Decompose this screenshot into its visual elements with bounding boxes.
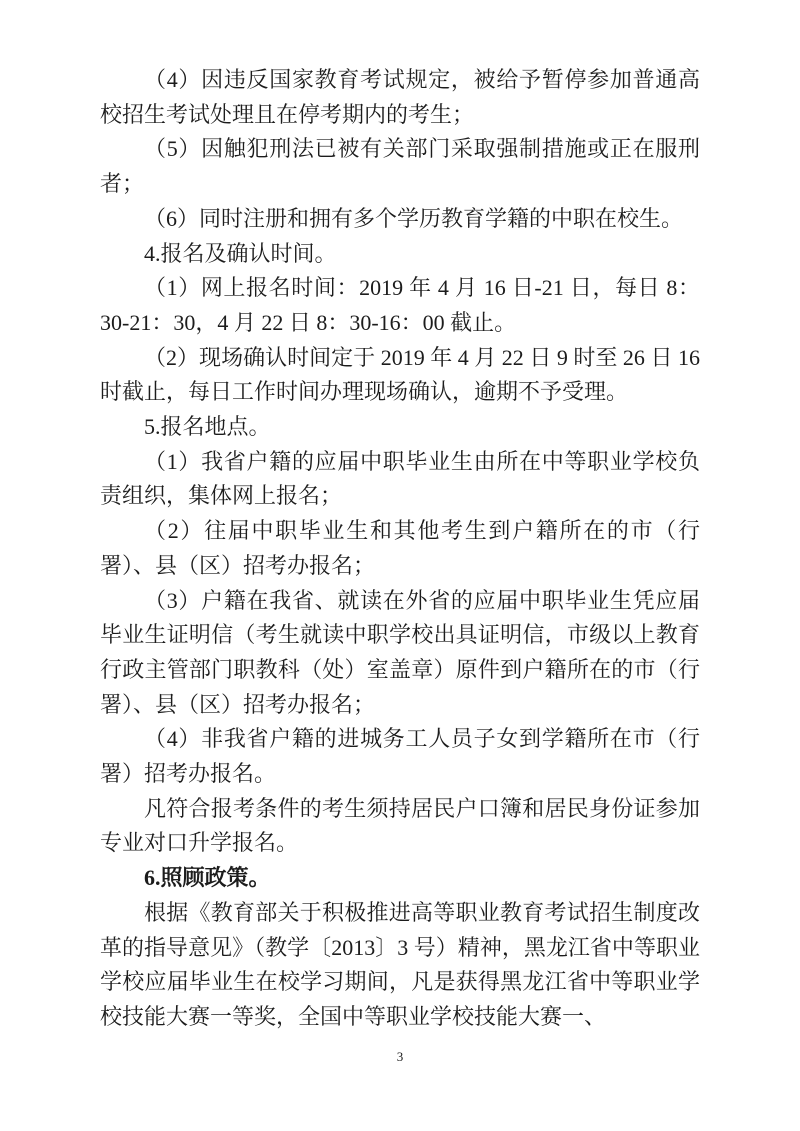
para-clause-6: （6）同时注册和拥有多个学历教育学籍的中职在校生。: [144, 205, 684, 231]
para-onsite-confirmation-time: （2）现场确认时间定于 2019 年 4 月 22 日 9 时至 26 日 16 时截止，每日工作时间办理现场确认，逾期不予受理。: [100, 344, 700, 405]
para-policy-basis: 根据《教育部关于积极推进高等职业教育考试招生制度改革的指导意见》（教学〔2013〕3 号）精神，黑龙江省中等职业学校应届毕业生在校学习期间，凡是获得黑龙江省中等职业学校技能大赛一等奖，全国中等职业学校技能大赛一、: [100, 899, 700, 1029]
para-online-registration-time: （1）网上报名时间：2019 年 4 月 16 日-21 日，每日 8：30-21：30，4 月 22 日 8：30-16：00 截止。: [100, 275, 700, 335]
para-location-1: （1）我省户籍的应届中职毕业生由所在中等职业学校负责组织，集体网上报名；: [100, 448, 700, 509]
section-heading-registration-time: 4.报名及确认时间。: [144, 240, 337, 266]
para-clause-5: （5）因触犯刑法已被有关部门采取强制措施或正在服刑者；: [100, 136, 700, 197]
page-number: 3: [396, 1049, 404, 1064]
para-location-4: （4）非我省户籍的进城务工人员子女到学籍所在市（行署）招考办报名。: [100, 726, 700, 787]
para-location-3: （3）户籍在我省、就读在外省的应届中职毕业生凭应届毕业生证明信（考生就读中职学校出具证明信，市级以上教育行政主管部门职教科（处）室盖章）原件到户籍所在的市（行署）、县（区）招考办报名；: [100, 587, 700, 717]
section-heading-preferential-policy: 6.照顾政策。: [144, 865, 271, 891]
para-location-2: （2）往届中职毕业生和其他考生到户籍所在的市（行署）、县（区）招考办报名；: [100, 518, 700, 578]
para-clause-4: （4）因违反国家教育考试规定，被给予暂停参加普通高校招生考试处理且在停考期内的考生；: [100, 67, 700, 127]
section-heading-registration-location: 5.报名地点。: [144, 414, 271, 440]
document-body: [100, 63, 700, 1035]
para-required-documents: 凡符合报考条件的考生须持居民户口簿和居民身份证参加专业对口升学报名。: [100, 795, 700, 856]
